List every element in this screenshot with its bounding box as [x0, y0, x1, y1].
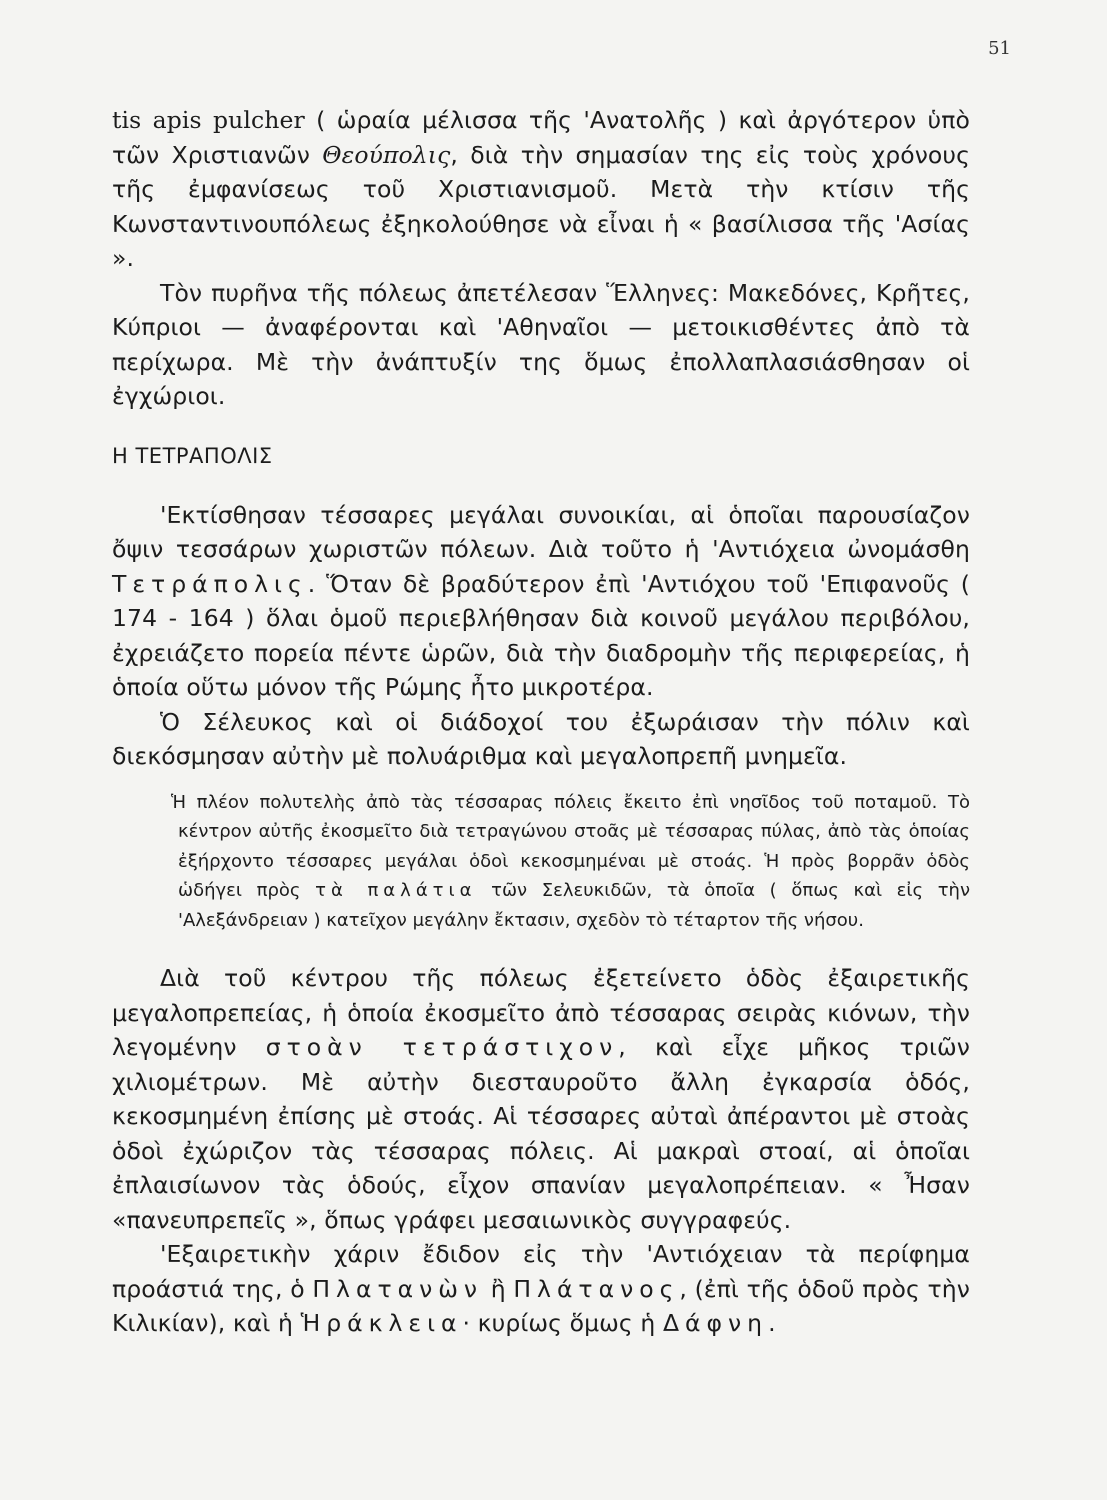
text-run: . — [768, 1309, 776, 1337]
text-run: Διὰ τοῦ κέντρου τῆς πόλεως ἐξετείνετο ὁδὸς ἐξαιρετικῆς μεγαλοπρεπείας, ἡ ὁποία ἐκοσμεῖτο ἀπὸ τέσσαρας σειρὰς κιόνων, τὴν λεγομένην — [112, 964, 970, 1061]
spaced-term: Πλατανὼν — [312, 1274, 484, 1303]
text-run: , διὰ τὴν σημασίαν της εἰς τοὺς χρόνους τῆς ἐμφανίσεως τοῦ Χριστιανισμοῦ. Μετὰ τὴν κτίσιν τῆς Κωνσταντινουπόλεως ἐξηκολούθησε νὰ εἶναι ἡ « βασίλισσα τῆς 'Ασίας ». — [112, 140, 970, 272]
text-run: , καὶ εἶχε μῆκος τριῶν χιλιομέτρων. Μὲ αὐτὴν διεσταυροῦτο ἄλλη ἐγκαρσία ὁδός, κεκοσμημένη ἐπίσης μὲ στοάς. Αἱ τέσσαρες αὐταὶ ἀπέραντοι μὲ στοὰς ὁδοὶ ἐχώριζον τὰς τέσσαρας πόλεις. Αἱ μακραὶ στοαί, αἱ ὁποῖαι ἐπλαισίωνον τὰς ὁδούς, εἶχον σπανίαν μεγαλοπρέπειαν. « Ἦσαν «πανευπρεπεῖς », ὅπως γράφει μεσαιωνικὸς συγγραφεύς. — [112, 1033, 970, 1234]
spaced-term: στοὰν τετράστιχον — [265, 1033, 619, 1061]
text-run: · κυρίως ὅμως ἡ — [462, 1309, 663, 1337]
page-body — [112, 103, 970, 1341]
spaced-term: Τετράπολις — [112, 569, 308, 598]
paragraph-population: Τὸν πυρῆνα τῆς πόλεως ἀπετέλεσαν Ἕλληνες: Μακεδόνες, Κρῆτες, Κύπριοι — ἀναφέρονται καὶ 'Αθηναῖοι — μετοικισθέντες ἀπὸ τὰ περίχωρα. Μὲ τὴν ἀνάπτυξίν της ὅμως ἐπολλαπλασιάσθησαν οἱ ἐγχώριοι. — [112, 278, 970, 410]
italic-term: Θεούπολις — [322, 140, 451, 169]
paragraph-suburbs — [112, 1237, 970, 1341]
paragraph-colonnade — [112, 961, 970, 1237]
latin-phrase: tis apis pulcher — [112, 106, 305, 134]
spaced-term: Ἡράκλεια — [300, 1309, 463, 1337]
spaced-term: Δάφνη — [662, 1309, 769, 1337]
text-run: 'Εξαιρετικὴν χάριν ἔδιδον εἰς τὴν 'Αντιόχειαν τὰ περίφημα προάστιά της, ὁ — [112, 1240, 970, 1303]
spaced-term: τὰ παλάτια — [315, 880, 477, 901]
section-heading: Η ΤΕΤΡΑΠΟΛΙΣ — [112, 443, 273, 468]
paragraph-intro — [112, 103, 970, 276]
text-run: . Ὅταν δὲ βραδύτερον ἐπὶ 'Αντιόχου τοῦ 'Επιφανοῦς ( 174 - 164 ) ὅλαι ὁμοῦ περιεβλήθησαν διὰ κοινοῦ μεγάλου περιβόλου, ἐχρειάζετο πορεία πέντε ὡρῶν, διὰ τὴν διαδρομὴν τῆς περιφερείας, ἡ ὁποία οὕτω μόνον τῆς Ρώμης ἦτο μικροτέρα. — [112, 569, 970, 701]
text-run: 'Εκτίσθησαν τέσσαρες μεγάλαι συνοικίαι, αἱ ὁποῖαι παρουσίαζον ὄψιν τεσσάρων χωριστῶν πόλεων. Διὰ τοῦτο ἡ 'Αντιόχεια ὠνομάσθη — [112, 500, 970, 563]
text-run: , (ἐπὶ τῆς ὁδοῦ πρὸς τὴν Κιλικίαν), καὶ ἡ — [112, 1274, 970, 1337]
text-run: ( ὡραία μέλισσα τῆς 'Ανατολῆς ) καὶ ἀργότερον ὑπὸ τῶν Χριστιανῶν — [112, 106, 970, 169]
paragraph-tetrapolis — [112, 498, 970, 705]
page-number: 51 — [988, 38, 1011, 59]
spaced-term: Πλάτανος — [513, 1274, 680, 1303]
small-print-note — [171, 788, 971, 936]
text-run: ἢ — [483, 1274, 514, 1303]
text-run: Ἡ πλέον πολυτελὴς ἀπὸ τὰς τέσσαρας πόλεις ἔκειτο ἐπὶ νησῖδος τοῦ ποταμοῦ. Τὸ κέντρον αὐτῆς ἐκοσμεῖτο διὰ τετραγώνου στοᾶς μὲ τέσσαρας πύλας, ἀπὸ τὰς ὁποίας ἐξήρχοντο τέσσαρες μεγάλαι ὁδοὶ κεκοσμημέναι μὲ στοάς. Ἡ πρὸς βορρᾶν ὁδὸς ὡδήγει πρὸς — [171, 791, 970, 901]
text-run: τῶν Σελευκιδῶν, τὰ ὁποῖα ( ὅπως καὶ εἰς τὴν 'Αλεξάνδρειαν ) κατεῖχον μεγάλην ἔκτασιν, σχεδὸν τὸ τέταρτον τῆς νήσου. — [178, 880, 971, 931]
paragraph-seleucus: Ὁ Σέλευκος καὶ οἱ διάδοχοί του ἐξωράισαν τὴν πόλιν καὶ διεκόσμησαν αὐτὴν μὲ πολυάριθμα καὶ μεγαλοπρεπῆ μνημεῖα. — [112, 707, 970, 770]
